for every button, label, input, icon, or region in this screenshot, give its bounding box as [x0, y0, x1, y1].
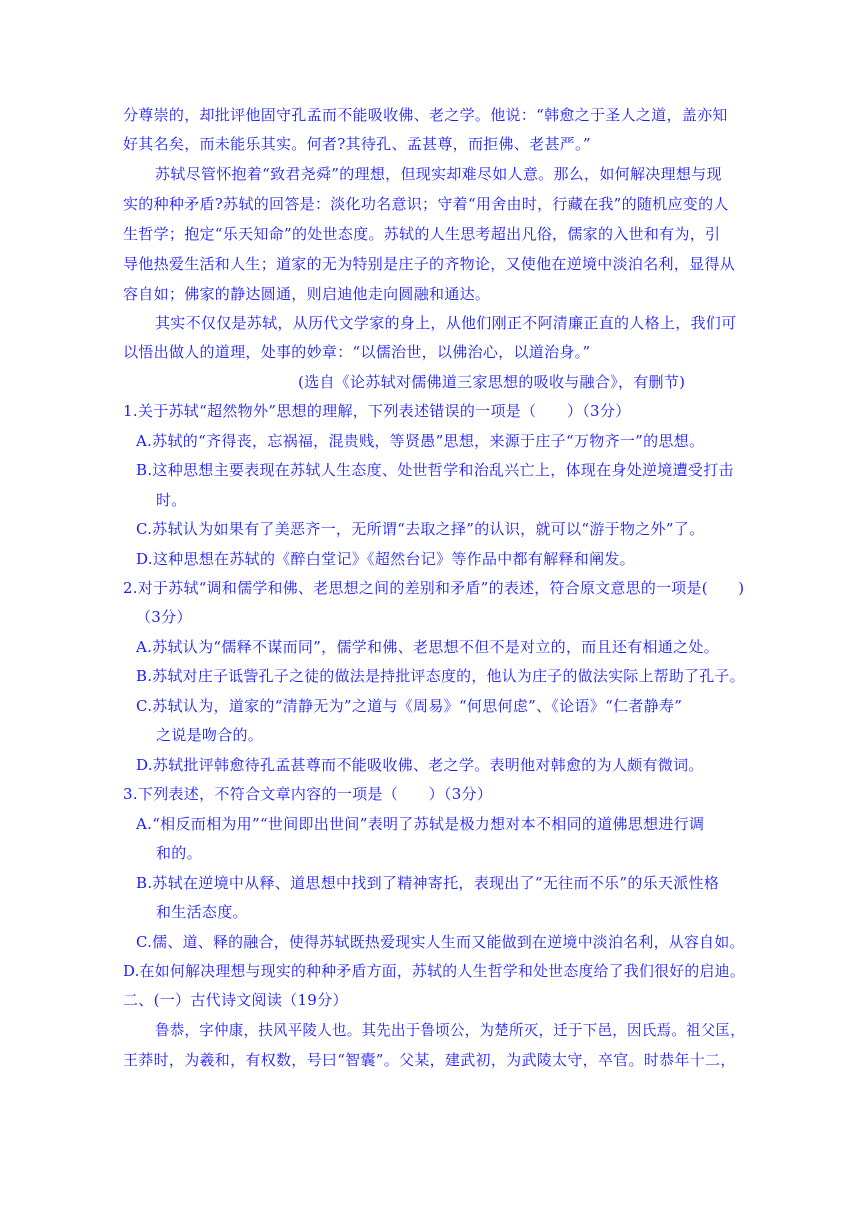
question-2-option-a: A.苏轼认为“儒释不谋而同”，儒学和佛、老思想不但不是对立的，而且还有相通之处。: [136, 638, 719, 656]
passage-line: 苏轼尽管怀抱着“致君尧舜”的理想，但现实却难尽如人意。那么，如何解决理想与现: [155, 165, 722, 183]
question-3-option-b: B.苏轼在逆境中从释、道思想中找到了精神寄托，表现出了“无往而不乐”的乐天派性格: [136, 874, 720, 892]
classical-text-line: 鲁恭，字仲康，扶风平陵人也。其先出于鲁顷公，为楚所灭，迁于下邑，因氏焉。祖父匡，: [155, 1021, 745, 1039]
section-heading: 二、(一）古代诗文阅读（19分）: [123, 991, 348, 1009]
passage-line: 好其名矣，而未能乐其实。何者?其待孔、孟甚尊，而拒佛、老甚严。”: [123, 135, 591, 153]
question-2-option-b: B.苏轼对庄子诋訾孔子之徒的做法是持批评态度的，他认为庄子的做法实际上帮助了孔子。: [136, 667, 745, 685]
question-1-stem: 1.关于苏轼“超然物外”思想的理解，下列表述错误的一项是（ ）（3分）: [123, 402, 631, 420]
question-1-option-a: A.苏轼的“齐得丧，忘祸福，混贵贱，等贤愚”思想，来源于庄子“万物齐一”的思想。: [136, 432, 705, 450]
passage-line: 以悟出做人的道理，处事的妙章：“以儒治世，以佛治心，以道治身。”: [123, 343, 591, 361]
question-3-option-a: A.“相反而相为用”“世间即出世间”表明了苏轼是极力想对本不相同的道佛思想进行调: [136, 815, 705, 833]
passage-line: 其实不仅仅是苏轼，从历代文学家的身上，从他们刚正不阿清廉正直的人格上，我们可: [155, 314, 737, 332]
passage-line: 生哲学；抱定“乐天知命”的处世态度。苏轼的人生思考超出凡俗，儒家的入世和有为，引: [123, 225, 721, 243]
question-3-option-a-cont: 和的。: [156, 844, 202, 862]
question-1-option-d: D.这种思想在苏轼的《醉白堂记》《超然台记》等作品中都有解释和阐发。: [136, 550, 635, 568]
passage-line: 实的种种矛盾?苏轼的回答是：淡化功名意识；守着“用舍由时，行藏在我”的随机应变的人: [123, 195, 729, 213]
question-3-option-d: D.在如何解决理想与现实的种种矛盾方面，苏轼的人生哲学和处世态度给了我们很好的启迪。: [123, 962, 745, 980]
question-3-option-b-cont: 和生活态度。: [156, 903, 248, 921]
passage-line: 容自如；佛家的静达圆通，则启迪他走向圆融和通达。: [123, 285, 491, 303]
source-citation: (选自《论苏轼对儒佛道三家思想的吸收与融合》，有删节): [298, 373, 686, 391]
question-1-option-b-cont: 时。: [156, 491, 187, 509]
question-3-option-c: C.儒、道、释的融合，使得苏轼既热爱现实人生而又能做到在逆境中淡泊名利，从容自如。: [136, 933, 745, 951]
question-3-stem: 3.下列表述，不符合文章内容的一项是（ ）（3分）: [123, 785, 493, 803]
question-2-option-d: D.苏轼批评韩愈待孔孟甚尊而不能吸收佛、老之学。表明他对韩愈的为人颇有微词。: [136, 756, 704, 774]
question-1-option-b: B.这种思想主要表现在苏轼人生态度、处世哲学和治乱兴亡上，体现在身处逆境遭受打击: [136, 461, 734, 479]
passage-line: 分尊崇的，却批评他固守孔孟而不能吸收佛、老之学。他说：“韩愈之于圣人之道，盖亦知: [123, 106, 728, 124]
classical-text-line: 王莽时，为羲和，有权数，号曰“智囊”。父某，建武初，为武陵太守，卒官。时恭年十二，: [123, 1051, 736, 1069]
question-2-option-c: C.苏轼认为，道家的“清静无为”之道与《周易》“何思何虑”、《论语》“仁者静寿”: [136, 697, 683, 715]
passage-line: 导他热爱生活和人生；道家的无为特别是庄子的齐物论，又使他在逆境中淡泊名利，显得从: [123, 255, 736, 273]
question-2-option-c-cont: 之说是吻合的。: [156, 726, 264, 744]
question-2-stem-cont: （3分）: [136, 608, 192, 626]
question-2-stem: 2.对于苏轼“调和儒学和佛、老思想之间的差别和矛盾”的表述，符合原文意思的一项是( ): [123, 579, 745, 597]
question-1-option-c: C.苏轼认为如果有了美恶齐一，无所谓“去取之择”的认识，就可以“游于物之外”了。: [136, 520, 705, 538]
